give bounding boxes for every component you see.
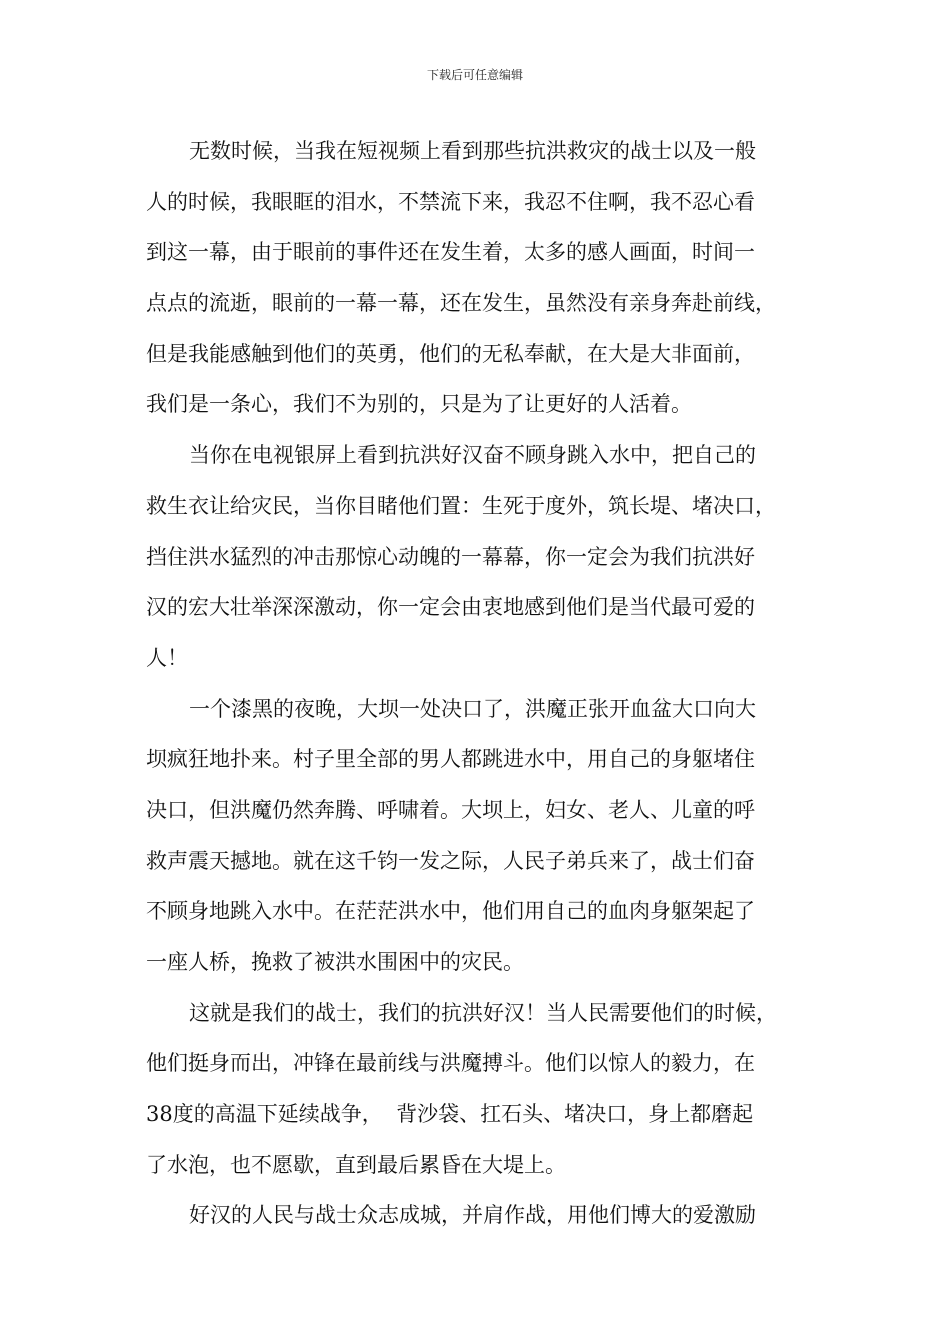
paragraph-line: 人！	[146, 645, 188, 670]
paragraph-1	[146, 126, 806, 430]
paragraph-line: 不顾身地跳入水中。在茫茫洪水中，他们用自己的血肉身躯架起了	[146, 899, 755, 924]
paragraph-line: 点点的流逝，眼前的一幕一幕，还在发生，虽然没有亲身奔赴前线，	[146, 291, 776, 316]
paragraph-line: 38度的高温下延续战争， 背沙袋、扛石头、堵决口，身上都磨起	[146, 1102, 754, 1127]
paragraph-line: 了水泡，也不愿歇，直到最后累昏在大堤上。	[146, 1152, 566, 1177]
paragraph-line: 救生衣让给灾民，当你目睹他们置：生死于度外，筑长堤、堵决口，	[146, 493, 776, 518]
paragraph-line: 决口，但洪魔仍然奔腾、呼啸着。大坝上，妇女、老人、儿童的呼	[146, 797, 755, 822]
paragraph-line: 挡住洪水猛烈的冲击那惊心动魄的一幕幕，你一定会为我们抗洪好	[146, 544, 755, 569]
paragraph-line: 但是我能感触到他们的英勇，他们的无私奉献，在大是大非面前，	[146, 341, 755, 366]
paragraph-4	[146, 988, 806, 1191]
paragraph-line: 坝疯狂地扑来。村子里全部的男人都跳进水中，用自己的身躯堵住	[146, 747, 755, 772]
document-body	[146, 126, 806, 1241]
paragraph-line: 人的时候，我眼眶的泪水，不禁流下来，我忍不住啊，我不忍心看	[146, 189, 755, 214]
paragraph-line: 汉的宏大壮举深深激动，你一定会由衷地感到他们是当代最可爱的	[146, 595, 755, 620]
paragraph-line: 一个漆黑的夜晚，大坝一处决口了，洪魔正张开血盆大口向大	[189, 696, 756, 721]
paragraph-line: 我们是一条心，我们不为别的，只是为了让更好的人活着。	[146, 392, 692, 417]
paragraph-line: 无数时候，当我在短视频上看到那些抗洪救灾的战士以及一般	[189, 139, 756, 163]
page-header: 下载后可任意编辑	[426, 68, 523, 82]
paragraph-line: 到这一幕，由于眼前的事件还在发生着，太多的感人画面，时间一	[146, 240, 755, 265]
paragraph-line: 救声震天撼地。就在这千钧一发之际，人民子弟兵来了，战士们奋	[146, 848, 755, 873]
paragraph-3	[146, 684, 806, 988]
paragraph-2	[146, 430, 806, 683]
paragraph-5	[146, 1190, 806, 1241]
paragraph-line: 当你在电视银屏上看到抗洪好汉奋不顾身跳入水中，把自己的	[189, 443, 756, 468]
paragraph-line: 好汉的人民与战士众志成城，并肩作战，用他们博大的爱激励	[189, 1203, 756, 1228]
paragraph-line: 一座人桥，挽救了被洪水围困中的灾民。	[146, 950, 524, 974]
paragraph-line: 他们挺身而出，冲锋在最前线与洪魔搏斗。他们以惊人的毅力，在	[146, 1051, 755, 1076]
paragraph-line: 这就是我们的战士，我们的抗洪好汉！当人民需要他们的时候，	[189, 1000, 777, 1025]
